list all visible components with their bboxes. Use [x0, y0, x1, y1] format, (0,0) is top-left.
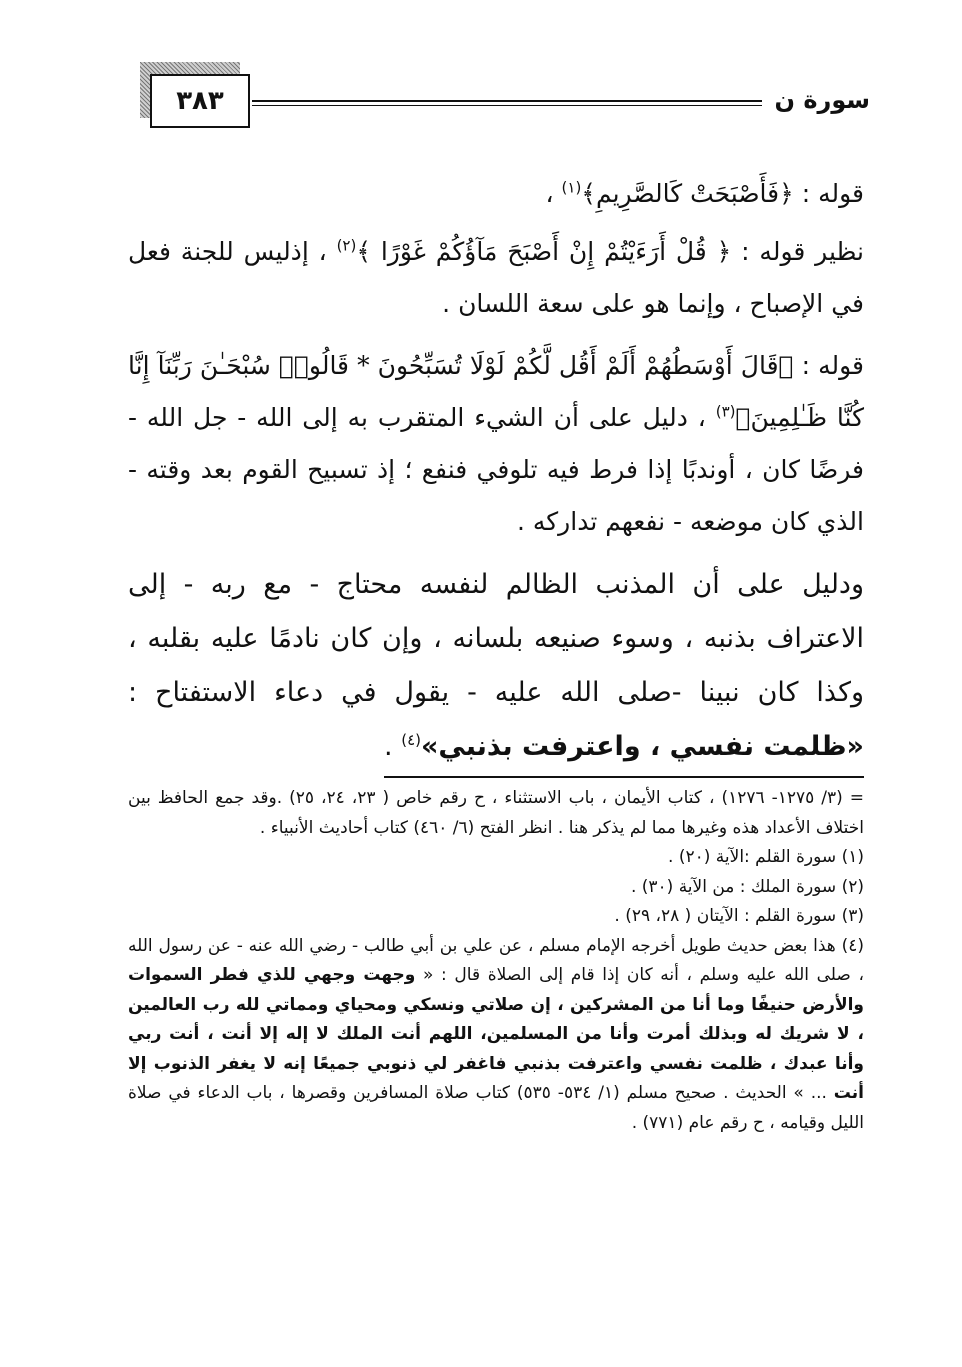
paragraph-end: .	[384, 731, 402, 762]
footnote-4-hadith: وجهت وجهي للذي فطر السموات والأرض حنيفًا وما أنا من المشركين ، إن صلاتي ونسكي ومحياي ومماتي لله رب العالمين ، لا شريك له وبذلك أمرت وأنا من المسلمين، اللهم أنت الملك لا إله إلا أنت ، أنت ربي وأنا عبدك ، ظلمت نفسي واعترفت بذنبي فاغفر لي ذنوبي جميعًا إنه لا يغفر الذنوب إلا أنت	[128, 965, 865, 1103]
main-text	[128, 168, 864, 788]
header-rule	[252, 100, 762, 102]
paragraph-1	[128, 168, 864, 220]
paragraph-4	[128, 558, 864, 778]
footnote-ref: (١)	[561, 178, 582, 197]
quran-verse: ﴿قَالَ أَوْسَطُهُمْ أَلَمْ أَقُل لَّكُمْ لَوْلَا تُسَبِّحُونَ * قَالُوا۟ سُبْحَـٰنَ رَبِّنَآ إِنَّا كُنَّا ظَـٰلِمِينَ﴾	[128, 351, 864, 432]
footnote-ref: (٣)	[715, 402, 736, 421]
footnotes	[128, 784, 864, 1138]
footnote-1: (١) سورة القلم :الآية (٢٠) .	[668, 847, 864, 867]
footnote-4-source: ... » الحديث . صحيح مسلم (١/ ٥٣٤- ٥٣٥) كتاب صلاة المسافرين وقصرها ، باب الدعاء في صلاة الليل وقيامه ، ح رقم عام (٧٧١) .	[128, 1083, 864, 1133]
footnote-2: (٢) سورة الملك : من الآية (٣٠) .	[630, 876, 864, 897]
surah-name: سورة ن	[774, 86, 870, 114]
footnote-3: (٣) سورة القلم : الآيتان ( ٢٨، ٢٩) .	[614, 906, 864, 926]
quote-underlined	[384, 720, 864, 778]
footnote-continuation: = (٣/ ١٢٧٥- ١٢٧٦) ، كتاب الأيمان ، باب الاستثناء ، ح رقم خاص ( ٢٣، ٢٤، ٢٥) .وقد جمع الحافظ بين اختلاف الأعداد هذه وغيرها مما لم يذكر هنا . انظر الفتح (٦/ ٤٦٠) كتاب أحاديث الأنبياء .	[128, 788, 865, 838]
page-number: ٣٨٣	[150, 74, 250, 128]
paragraph-2	[128, 226, 864, 330]
page-header	[140, 62, 870, 132]
footnote-ref: (٤)	[401, 731, 421, 749]
paragraph-intro: نظير قوله :	[741, 237, 864, 266]
footnote-ref: (٢)	[336, 236, 357, 255]
footnote-4-intro: (٤) هذا بعض حديث طويل أخرجه الإمام مسلم ، عن علي بن أبي طالب - رضي الله عنه - عن رسول الله ، صلى الله عليه وسلم ، أنه كان إذا قام إلى الصلاة قال : «	[128, 935, 864, 985]
hadith-quote: «ظلمت نفسي ، واعترفت بذنبي»	[420, 731, 864, 762]
paragraph-intro: قوله :	[801, 179, 864, 208]
paragraph-intro: قوله :	[801, 351, 864, 380]
quran-verse: ﴿فَأَصْبَحَتْ كَالصَّرِيمِ﴾	[581, 179, 794, 208]
footnote-4	[128, 932, 864, 1139]
paragraph-text: ، إذليس للجنة فعل في الإصباح ، وإنما هو على سعة اللسان .	[128, 237, 864, 318]
paragraph-3	[128, 340, 864, 548]
paragraph-text: ، دليل على أن الشيء المتقرب به إلى الله - جل الله - فرضًا كان ، أوندبًا إذا فرط فيه تلوفي فنفع ؛ إذ تسبيح القوم بعد وقته - الذي كان موضعه - نفعهم تداركه .	[128, 403, 864, 536]
header-rule-thin	[252, 105, 762, 106]
paragraph-text: ،	[545, 179, 562, 208]
quran-verse: ﴿ قُلْ أَرَءَيْتُمْ إِنْ أَصْبَحَ مَآؤُكُمْ غَوْرًا ﴾	[356, 237, 742, 266]
paragraph-text: ودليل على أن المذنب الظالم لنفسه محتاج - مع ربه - إلى الاعتراف بذنبه ، وسوء صنيعه بلسانه ، وإن كان نادمًا عليه بقلبه ، وكذا كان نبينا -صلى الله عليه - يقول في دعاء الاستفتاح :	[128, 569, 864, 708]
